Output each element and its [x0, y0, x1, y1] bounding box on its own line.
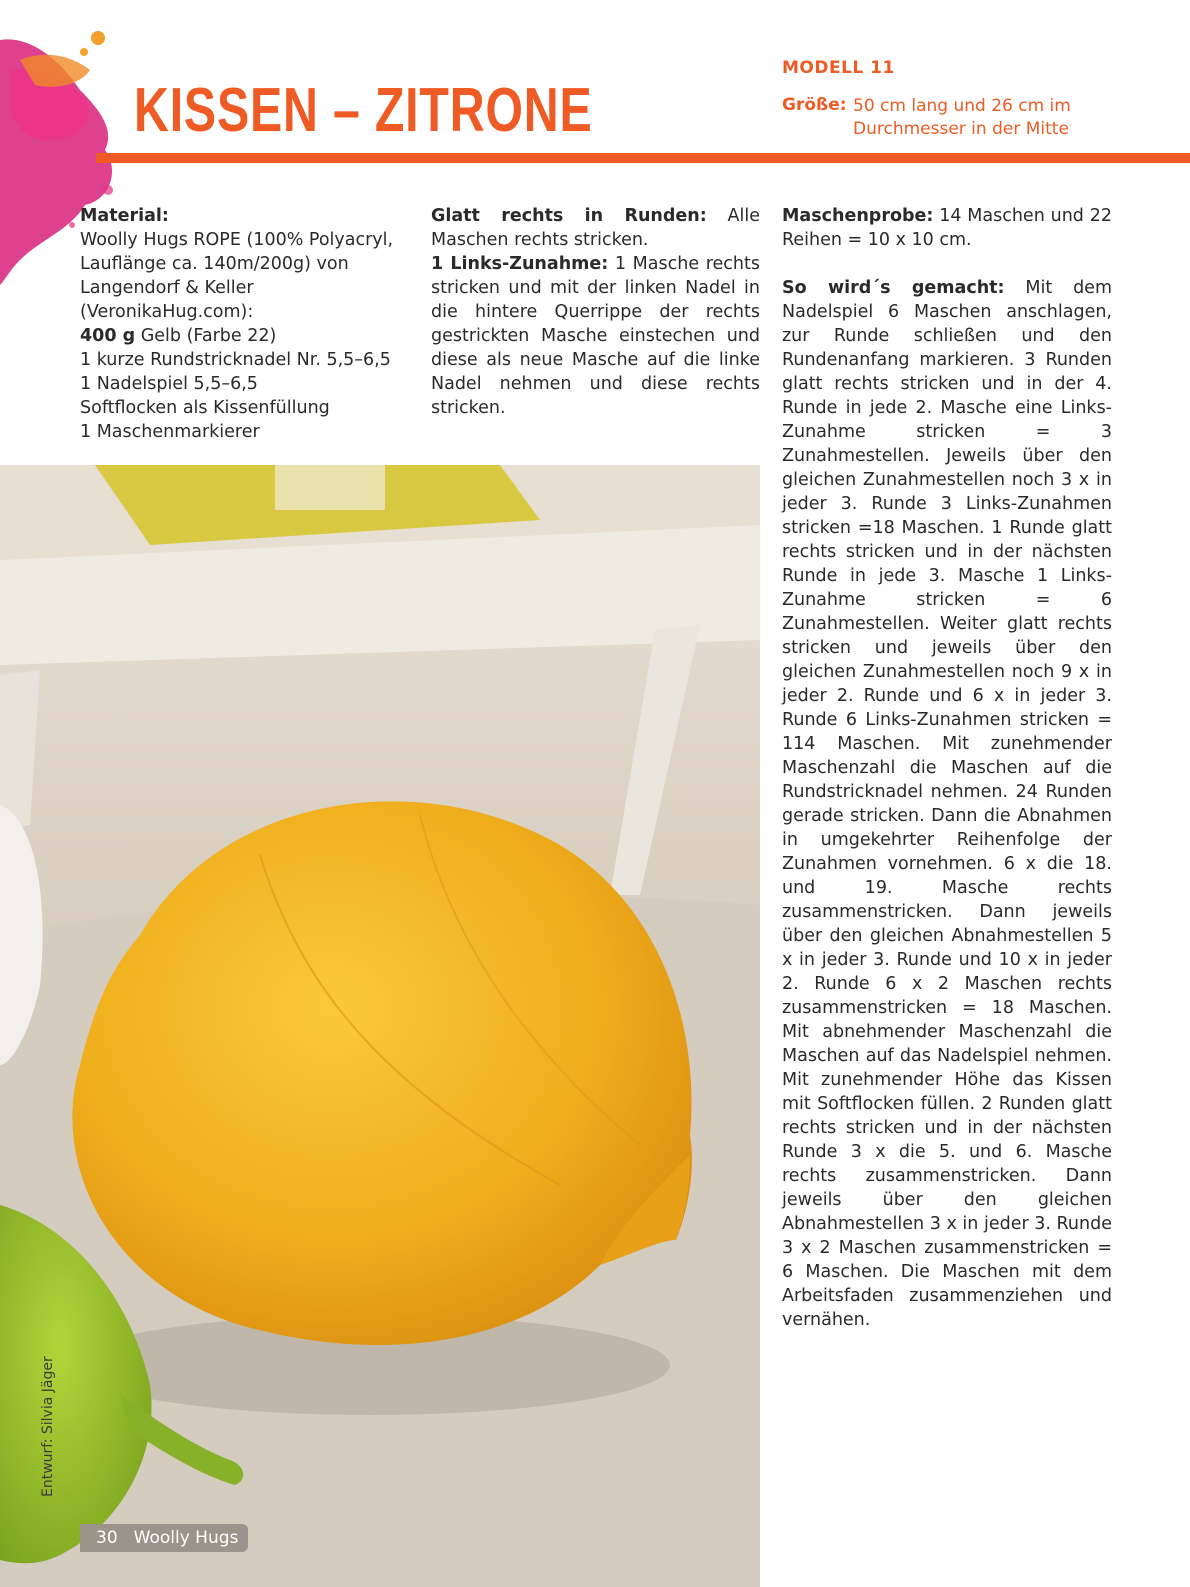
zunahme-heading: 1 Links-Zunahme:: [431, 254, 609, 274]
page-number: 30: [96, 1528, 118, 1548]
glatt-paragraph: [431, 204, 760, 252]
material-item: 1 kurze Rundstricknadel Nr. 5,5–6,5: [80, 350, 391, 370]
size-line-1: 50 cm lang und 26 cm im: [853, 96, 1071, 116]
lemon-pillow-photo: [0, 465, 760, 1587]
zunahme-text: 1 Masche rechts stricken und mit der linken Nadel in die hintere Querrippe der rechts gestrickten Masche einstechen und diese als neue Masche auf die linke Nadel nehmen und diese rechts stricken.: [431, 254, 760, 418]
howto-heading: So wird´s gemacht:: [782, 278, 1005, 298]
material-item: 1 Nadelspiel 5,5–6,5: [80, 374, 258, 394]
header-rule: [96, 153, 1190, 163]
howto-paragraph: [782, 276, 1112, 1332]
size-value: [853, 95, 1113, 141]
material-heading: Material:: [80, 206, 169, 226]
glatt-heading: Glatt rechts in Runden:: [431, 206, 707, 226]
instructions-column: [782, 204, 1112, 1332]
model-number: MODELL 11: [782, 58, 895, 78]
howto-text: Mit dem Nadelspiel 6 Maschen anschlagen, zur Runde schließen und den Rundenanfang markieren. 3 Runden glatt rechts stricken und in der 4. Runde in jede 2. Masche eine Links-Zunahme stricken = 3 Zunahmestellen. Jeweils über den gleichen Zunahmestellen noch 3 x in jeder 3. Runde 3 Links-Zunahmen stricken =18 Maschen. 1 Runde glatt rechts stricken und in der nächsten Runde in jede 3. Masche 1 Links-Zunahme stricken = 6 Zunahmestellen. Weiter glatt rechts stricken und jeweils über den gleichen Zunahmestellen noch 9 x in jeder 2. Runde und 6 x in jeder 3. Runde 6 Links-Zunahmen stricken = 114 Maschen. Mit zunehmender Maschenzahl die Maschen auf die Rundstricknadel nehmen. 24 Runden gerade stricken. Dann die Abnahmen in umgekehrter Reihenfolge der Zunahmen vornehmen. 6 x die 18. und 19. Masche rechts zusammenstricken. Dann jeweils über den gleichen Abnahmestellen 5 x in jeder 3. Runde und 10 x in jeder 2. Runde 6 x 2 Maschen rechts zusammenstricken = 18 Maschen. Mit abnehmender Maschenzahl die Maschen auf das Nadelspiel nehmen. Mit zunehmender Höhe das Kissen mit Softflocken füllen. 2 Runden glatt rechts stricken und in der nächsten Runde 3 x die 5. und 6. Masche rechts zusammenstricken. Dann jeweils über den gleichen Abnahmestellen 3 x in jeder 3. Runde 3 x 2 Maschen zusammenstricken = 6 Maschen. Die Maschen mit dem Arbeitsfaden zusammenziehen und vernähen.: [782, 278, 1112, 1330]
material-yarn: Woolly Hugs ROPE (100% Polyacryl, Lauflänge ca. 140m/200g) von Langendorf & Keller (VeronikaHug.com):: [80, 230, 394, 322]
probe-text: 14 Maschen und 22 Reihen = 10 x 10 cm.: [782, 206, 1112, 250]
material-amount-rest: Gelb (Farbe 22): [135, 326, 277, 346]
material-column: [80, 204, 410, 444]
size-line-2: Durchmesser in der Mitte: [853, 119, 1069, 139]
zunahme-paragraph: [431, 252, 760, 420]
material-amount: [80, 324, 410, 348]
page-footer-badge: [80, 1524, 248, 1552]
probe-heading: Maschenprobe:: [782, 206, 934, 226]
material-item: Softflocken als Kissenfüllung: [80, 398, 330, 418]
page-title: KISSEN – ZITRONE: [134, 76, 593, 145]
magazine-name: Woolly Hugs: [133, 1528, 239, 1548]
techniques-column: [431, 204, 760, 420]
material-amount-bold: 400 g: [80, 326, 136, 346]
material-item: 1 Maschenmarkierer: [80, 422, 260, 442]
size-label: Größe:: [782, 95, 847, 115]
design-credit: Entwurf: Silvia Jäger: [40, 1356, 56, 1497]
probe-paragraph: [782, 204, 1112, 252]
glatt-text: Alle Maschen rechts stricken.: [431, 206, 761, 250]
